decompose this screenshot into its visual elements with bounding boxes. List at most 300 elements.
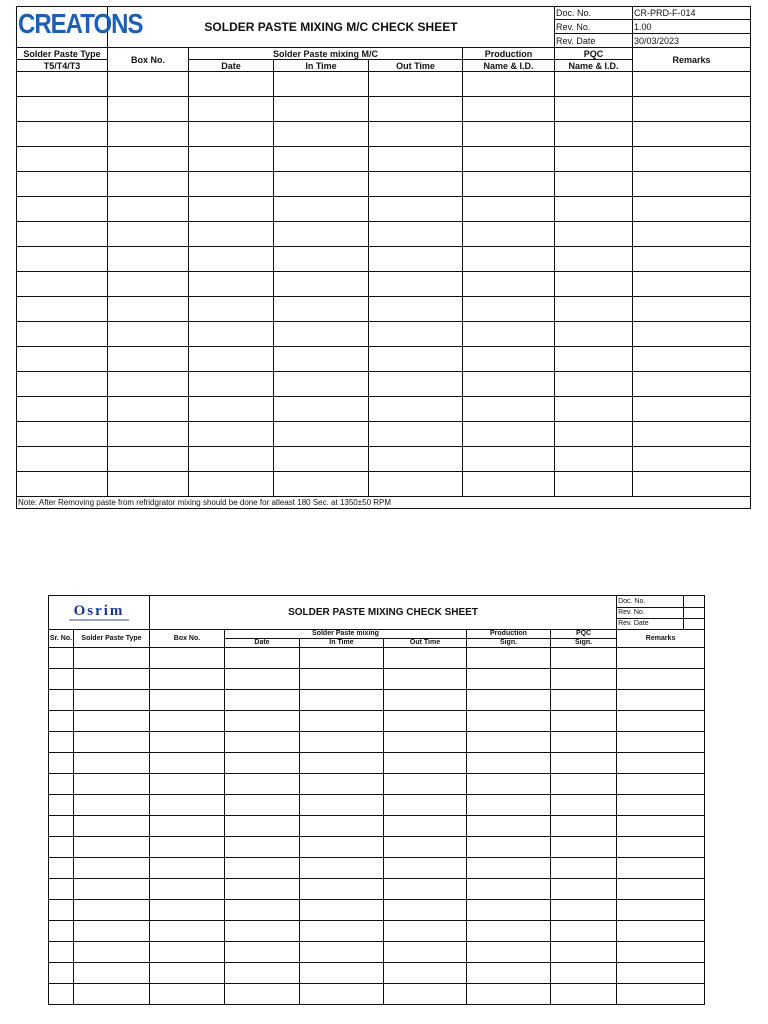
entry-cell[interactable] <box>463 447 555 472</box>
entry-cell[interactable] <box>463 272 555 297</box>
entry-cell[interactable] <box>463 222 555 247</box>
entry-cell[interactable] <box>633 97 751 122</box>
entry-cell[interactable] <box>274 197 369 222</box>
rev-no-label: Rev. No. <box>617 608 684 619</box>
entry-cell[interactable] <box>555 72 633 97</box>
entry-cell[interactable] <box>17 297 108 322</box>
entry-cell[interactable] <box>384 690 467 711</box>
entry-cell[interactable] <box>74 921 150 942</box>
entry-cell[interactable] <box>467 795 551 816</box>
entry-cell[interactable] <box>467 774 551 795</box>
entry-cell[interactable] <box>274 322 369 347</box>
entry-cell[interactable] <box>551 795 617 816</box>
entry-cell[interactable] <box>617 648 705 669</box>
entry-cell[interactable] <box>555 397 633 422</box>
entry-cell[interactable] <box>551 816 617 837</box>
entry-cell[interactable] <box>463 147 555 172</box>
entry-cell[interactable] <box>49 690 74 711</box>
entry-cell[interactable] <box>300 690 384 711</box>
entry-cell[interactable] <box>74 711 150 732</box>
entry-cell[interactable] <box>108 222 189 247</box>
entry-cell[interactable] <box>17 397 108 422</box>
entry-cell[interactable] <box>150 648 225 669</box>
entry-cell[interactable] <box>74 795 150 816</box>
sheet-note: Note: After Removing paste from refridgrator mixing should be done for atleast 180 Sec. at 1350±50 RPM <box>17 497 751 509</box>
entry-cell[interactable] <box>555 472 633 497</box>
entry-cell[interactable] <box>384 984 467 1005</box>
entry-cell[interactable] <box>384 942 467 963</box>
entry-cell[interactable] <box>189 347 274 372</box>
entry-cell[interactable] <box>617 753 705 774</box>
entry-cell[interactable] <box>617 858 705 879</box>
entry-cell[interactable] <box>467 858 551 879</box>
entry-cell[interactable] <box>369 147 463 172</box>
entry-cell[interactable] <box>150 753 225 774</box>
entry-cell[interactable] <box>463 97 555 122</box>
entry-cell[interactable] <box>49 921 74 942</box>
entry-cell[interactable] <box>49 732 74 753</box>
entry-cell[interactable] <box>555 197 633 222</box>
entry-cell[interactable] <box>150 690 225 711</box>
entry-cell[interactable] <box>49 879 74 900</box>
table-row <box>49 942 705 963</box>
entry-cell[interactable] <box>617 732 705 753</box>
entry-cell[interactable] <box>274 247 369 272</box>
entry-cell[interactable] <box>49 795 74 816</box>
entry-cell[interactable] <box>108 397 189 422</box>
entry-cell[interactable] <box>369 172 463 197</box>
table-row <box>17 322 751 347</box>
entry-cell[interactable] <box>74 858 150 879</box>
entry-cell[interactable] <box>467 669 551 690</box>
entry-cell[interactable] <box>274 447 369 472</box>
entry-cell[interactable] <box>225 669 300 690</box>
entry-cell[interactable] <box>300 711 384 732</box>
entry-cell[interactable] <box>108 122 189 147</box>
entry-cell[interactable] <box>300 816 384 837</box>
entry-cell[interactable] <box>463 372 555 397</box>
entry-cell[interactable] <box>463 122 555 147</box>
entry-cell[interactable] <box>467 732 551 753</box>
entry-cell[interactable] <box>467 921 551 942</box>
entry-cell[interactable] <box>74 879 150 900</box>
entry-cell[interactable] <box>467 942 551 963</box>
entry-cell[interactable] <box>551 774 617 795</box>
entry-cell[interactable] <box>150 900 225 921</box>
entry-cell[interactable] <box>300 837 384 858</box>
entry-cell[interactable] <box>49 942 74 963</box>
entry-cell[interactable] <box>551 690 617 711</box>
entry-cell[interactable] <box>369 397 463 422</box>
entry-cell[interactable] <box>49 753 74 774</box>
entry-cell[interactable] <box>633 122 751 147</box>
entry-cell[interactable] <box>74 816 150 837</box>
entry-cell[interactable] <box>74 984 150 1005</box>
entry-cell[interactable] <box>384 900 467 921</box>
entry-cell[interactable] <box>150 921 225 942</box>
entry-cell[interactable] <box>384 963 467 984</box>
entry-cell[interactable] <box>49 648 74 669</box>
entry-cell[interactable] <box>384 711 467 732</box>
entry-cell[interactable] <box>633 322 751 347</box>
entry-cell[interactable] <box>617 984 705 1005</box>
entry-cell[interactable] <box>274 97 369 122</box>
entry-cell[interactable] <box>225 690 300 711</box>
entry-cell[interactable] <box>225 774 300 795</box>
entry-cell[interactable] <box>633 197 751 222</box>
entry-cell[interactable] <box>189 472 274 497</box>
entry-cell[interactable] <box>189 372 274 397</box>
entry-cell[interactable] <box>463 197 555 222</box>
entry-cell[interactable] <box>633 422 751 447</box>
entry-cell[interactable] <box>17 322 108 347</box>
entry-cell[interactable] <box>467 879 551 900</box>
entry-cell[interactable] <box>108 172 189 197</box>
entry-cell[interactable] <box>74 963 150 984</box>
entry-cell[interactable] <box>384 858 467 879</box>
entry-cell[interactable] <box>555 272 633 297</box>
entry-cell[interactable] <box>300 921 384 942</box>
entry-cell[interactable] <box>551 669 617 690</box>
entry-cell[interactable] <box>551 648 617 669</box>
entry-cell[interactable] <box>274 472 369 497</box>
entry-cell[interactable] <box>49 774 74 795</box>
entry-cell[interactable] <box>17 447 108 472</box>
entry-cell[interactable] <box>300 879 384 900</box>
entry-cell[interactable] <box>633 72 751 97</box>
entry-cell[interactable] <box>384 774 467 795</box>
entry-cell[interactable] <box>555 222 633 247</box>
entry-cell[interactable] <box>225 711 300 732</box>
entry-cell[interactable] <box>225 648 300 669</box>
entry-cell[interactable] <box>189 447 274 472</box>
entry-cell[interactable] <box>74 900 150 921</box>
entry-cell[interactable] <box>467 984 551 1005</box>
entry-cell[interactable] <box>74 732 150 753</box>
entry-cell[interactable] <box>551 963 617 984</box>
entry-cell[interactable] <box>617 690 705 711</box>
header-out-time: Out Time <box>384 639 467 648</box>
entry-cell[interactable] <box>150 711 225 732</box>
entry-cell[interactable] <box>17 122 108 147</box>
entry-cell[interactable] <box>300 795 384 816</box>
entry-cell[interactable] <box>555 372 633 397</box>
entry-cell[interactable] <box>74 648 150 669</box>
entry-cell[interactable] <box>633 147 751 172</box>
entry-cell[interactable] <box>467 690 551 711</box>
entry-cell[interactable] <box>189 397 274 422</box>
entry-cell[interactable] <box>617 963 705 984</box>
entry-cell[interactable] <box>108 147 189 172</box>
entry-cell[interactable] <box>300 900 384 921</box>
entry-cell[interactable] <box>369 372 463 397</box>
entry-cell[interactable] <box>150 858 225 879</box>
entry-cell[interactable] <box>274 422 369 447</box>
entry-cell[interactable] <box>225 921 300 942</box>
entry-cell[interactable] <box>384 879 467 900</box>
entry-cell[interactable] <box>225 795 300 816</box>
entry-cell[interactable] <box>108 247 189 272</box>
entry-cell[interactable] <box>189 247 274 272</box>
entry-cell[interactable] <box>617 669 705 690</box>
entry-cell[interactable] <box>384 837 467 858</box>
entry-cell[interactable] <box>369 322 463 347</box>
entry-cell[interactable] <box>369 72 463 97</box>
entry-cell[interactable] <box>463 347 555 372</box>
entry-cell[interactable] <box>225 879 300 900</box>
entry-cell[interactable] <box>274 122 369 147</box>
entry-cell[interactable] <box>555 422 633 447</box>
entry-cell[interactable] <box>633 472 751 497</box>
entry-cell[interactable] <box>108 272 189 297</box>
entry-cell[interactable] <box>17 172 108 197</box>
entry-cell[interactable] <box>617 795 705 816</box>
entry-cell[interactable] <box>551 984 617 1005</box>
entry-cell[interactable] <box>49 669 74 690</box>
entry-cell[interactable] <box>369 297 463 322</box>
entry-cell[interactable] <box>17 347 108 372</box>
entry-cell[interactable] <box>463 247 555 272</box>
entry-cell[interactable] <box>551 942 617 963</box>
table-row <box>17 222 751 247</box>
entry-cell[interactable] <box>17 97 108 122</box>
entry-cell[interactable] <box>463 422 555 447</box>
entry-cell[interactable] <box>274 372 369 397</box>
entry-cell[interactable] <box>551 879 617 900</box>
entry-cell[interactable] <box>108 297 189 322</box>
entry-cell[interactable] <box>384 669 467 690</box>
entry-cell[interactable] <box>617 900 705 921</box>
entry-cell[interactable] <box>225 732 300 753</box>
entry-cell[interactable] <box>150 963 225 984</box>
entry-cell[interactable] <box>555 347 633 372</box>
entry-cell[interactable] <box>617 774 705 795</box>
entry-cell[interactable] <box>617 711 705 732</box>
entry-cell[interactable] <box>108 422 189 447</box>
entry-cell[interactable] <box>300 648 384 669</box>
entry-cell[interactable] <box>551 858 617 879</box>
entry-cell[interactable] <box>108 347 189 372</box>
entry-cell[interactable] <box>555 97 633 122</box>
entry-cell[interactable] <box>467 837 551 858</box>
entry-cell[interactable] <box>633 397 751 422</box>
entry-cell[interactable] <box>189 172 274 197</box>
entry-cell[interactable] <box>17 372 108 397</box>
entry-cell[interactable] <box>555 172 633 197</box>
entry-cell[interactable] <box>551 711 617 732</box>
entry-cell[interactable] <box>17 197 108 222</box>
entry-cell[interactable] <box>555 147 633 172</box>
header-production: Production <box>463 48 555 60</box>
entry-cell[interactable] <box>467 963 551 984</box>
entry-cell[interactable] <box>617 816 705 837</box>
entry-cell[interactable] <box>555 247 633 272</box>
entry-cell[interactable] <box>74 774 150 795</box>
entry-cell[interactable] <box>225 984 300 1005</box>
entry-cell[interactable] <box>150 942 225 963</box>
entry-cell[interactable] <box>17 472 108 497</box>
entry-cell[interactable] <box>274 147 369 172</box>
entry-cell[interactable] <box>467 753 551 774</box>
entry-cell[interactable] <box>551 753 617 774</box>
entry-cell[interactable] <box>384 732 467 753</box>
entry-cell[interactable] <box>150 774 225 795</box>
entry-cell[interactable] <box>551 900 617 921</box>
entry-cell[interactable] <box>617 837 705 858</box>
entry-cell[interactable] <box>384 921 467 942</box>
entry-cell[interactable] <box>225 858 300 879</box>
entry-cell[interactable] <box>369 197 463 222</box>
entry-cell[interactable] <box>108 97 189 122</box>
entry-cell[interactable] <box>369 347 463 372</box>
entry-cell[interactable] <box>633 172 751 197</box>
entry-cell[interactable] <box>369 247 463 272</box>
entry-cell[interactable] <box>17 72 108 97</box>
entry-cell[interactable] <box>463 322 555 347</box>
entry-cell[interactable] <box>225 816 300 837</box>
entry-cell[interactable] <box>467 648 551 669</box>
entry-cell[interactable] <box>49 858 74 879</box>
entry-cell[interactable] <box>369 447 463 472</box>
entry-cell[interactable] <box>189 97 274 122</box>
entry-cell[interactable] <box>369 472 463 497</box>
entry-cell[interactable] <box>225 753 300 774</box>
entry-cell[interactable] <box>189 72 274 97</box>
entry-cell[interactable] <box>633 447 751 472</box>
entry-cell[interactable] <box>617 921 705 942</box>
entry-cell[interactable] <box>108 322 189 347</box>
entry-cell[interactable] <box>189 147 274 172</box>
entry-cell[interactable] <box>225 900 300 921</box>
entry-cell[interactable] <box>463 72 555 97</box>
entry-cell[interactable] <box>74 753 150 774</box>
entry-cell[interactable] <box>551 921 617 942</box>
entry-cell[interactable] <box>74 942 150 963</box>
entry-cell[interactable] <box>633 372 751 397</box>
entry-cell[interactable] <box>300 984 384 1005</box>
entry-cell[interactable] <box>189 322 274 347</box>
entry-cell[interactable] <box>74 837 150 858</box>
entry-cell[interactable] <box>555 122 633 147</box>
entry-cell[interactable] <box>300 963 384 984</box>
entry-cell[interactable] <box>189 272 274 297</box>
entry-cell[interactable] <box>49 900 74 921</box>
entry-cell[interactable] <box>369 272 463 297</box>
entry-cell[interactable] <box>49 816 74 837</box>
entry-cell[interactable] <box>551 732 617 753</box>
entry-cell[interactable] <box>369 122 463 147</box>
entry-cell[interactable] <box>633 347 751 372</box>
entry-cell[interactable] <box>555 447 633 472</box>
doc-no-label: Doc. No. <box>617 596 684 608</box>
entry-cell[interactable] <box>225 837 300 858</box>
entry-cell[interactable] <box>633 247 751 272</box>
entry-cell[interactable] <box>463 172 555 197</box>
entry-cell[interactable] <box>150 669 225 690</box>
entry-cell[interactable] <box>189 297 274 322</box>
entry-cell[interactable] <box>633 272 751 297</box>
entry-cell[interactable] <box>108 472 189 497</box>
entry-cell[interactable] <box>189 422 274 447</box>
entry-cell[interactable] <box>463 297 555 322</box>
entry-cell[interactable] <box>17 222 108 247</box>
entry-cell[interactable] <box>633 222 751 247</box>
entry-cell[interactable] <box>617 879 705 900</box>
entry-cell[interactable] <box>300 774 384 795</box>
entry-cell[interactable] <box>150 879 225 900</box>
entry-cell[interactable] <box>555 297 633 322</box>
entry-cell[interactable] <box>17 272 108 297</box>
entry-cell[interactable] <box>225 963 300 984</box>
entry-cell[interactable] <box>463 397 555 422</box>
entry-cell[interactable] <box>108 447 189 472</box>
entry-cell[interactable] <box>274 347 369 372</box>
entry-cell[interactable] <box>150 816 225 837</box>
entry-cell[interactable] <box>150 795 225 816</box>
entry-cell[interactable] <box>300 858 384 879</box>
entry-cell[interactable] <box>369 422 463 447</box>
entry-cell[interactable] <box>189 222 274 247</box>
entry-cell[interactable] <box>49 711 74 732</box>
entry-cell[interactable] <box>463 472 555 497</box>
entry-cell[interactable] <box>150 732 225 753</box>
entry-cell[interactable] <box>384 816 467 837</box>
entry-cell[interactable] <box>274 297 369 322</box>
entry-cell[interactable] <box>150 837 225 858</box>
entry-cell[interactable] <box>274 172 369 197</box>
entry-cell[interactable] <box>300 732 384 753</box>
entry-cell[interactable] <box>74 690 150 711</box>
entry-cell[interactable] <box>17 247 108 272</box>
entry-cell[interactable] <box>274 397 369 422</box>
entry-cell[interactable] <box>555 322 633 347</box>
entry-cell[interactable] <box>108 372 189 397</box>
entry-cell[interactable] <box>617 942 705 963</box>
entry-cell[interactable] <box>17 422 108 447</box>
entry-cell[interactable] <box>384 795 467 816</box>
entry-cell[interactable] <box>384 753 467 774</box>
entry-cell[interactable] <box>189 122 274 147</box>
entry-cell[interactable] <box>150 984 225 1005</box>
entry-cell[interactable] <box>300 753 384 774</box>
entry-cell[interactable] <box>108 72 189 97</box>
entry-cell[interactable] <box>108 197 189 222</box>
entry-cell[interactable] <box>300 669 384 690</box>
entry-cell[interactable] <box>633 297 751 322</box>
entry-cell[interactable] <box>467 816 551 837</box>
entry-cell[interactable] <box>551 837 617 858</box>
entry-cell[interactable] <box>49 984 74 1005</box>
table-row <box>49 753 705 774</box>
entry-cell[interactable] <box>49 837 74 858</box>
entry-cell[interactable] <box>467 900 551 921</box>
company-logo: Osrim <box>49 596 150 630</box>
entry-cell[interactable] <box>274 222 369 247</box>
entry-cell[interactable] <box>369 222 463 247</box>
entry-cell[interactable] <box>369 97 463 122</box>
entry-cell[interactable] <box>274 72 369 97</box>
entry-cell[interactable] <box>225 942 300 963</box>
entry-cell[interactable] <box>49 963 74 984</box>
entry-cell[interactable] <box>74 669 150 690</box>
entry-cell[interactable] <box>274 272 369 297</box>
entry-cell[interactable] <box>300 942 384 963</box>
entry-cell[interactable] <box>384 648 467 669</box>
entry-cell[interactable] <box>17 147 108 172</box>
entry-cell[interactable] <box>467 711 551 732</box>
sheet-title: SOLDER PASTE MIXING CHECK SHEET <box>150 596 617 630</box>
entry-cell[interactable] <box>189 197 274 222</box>
